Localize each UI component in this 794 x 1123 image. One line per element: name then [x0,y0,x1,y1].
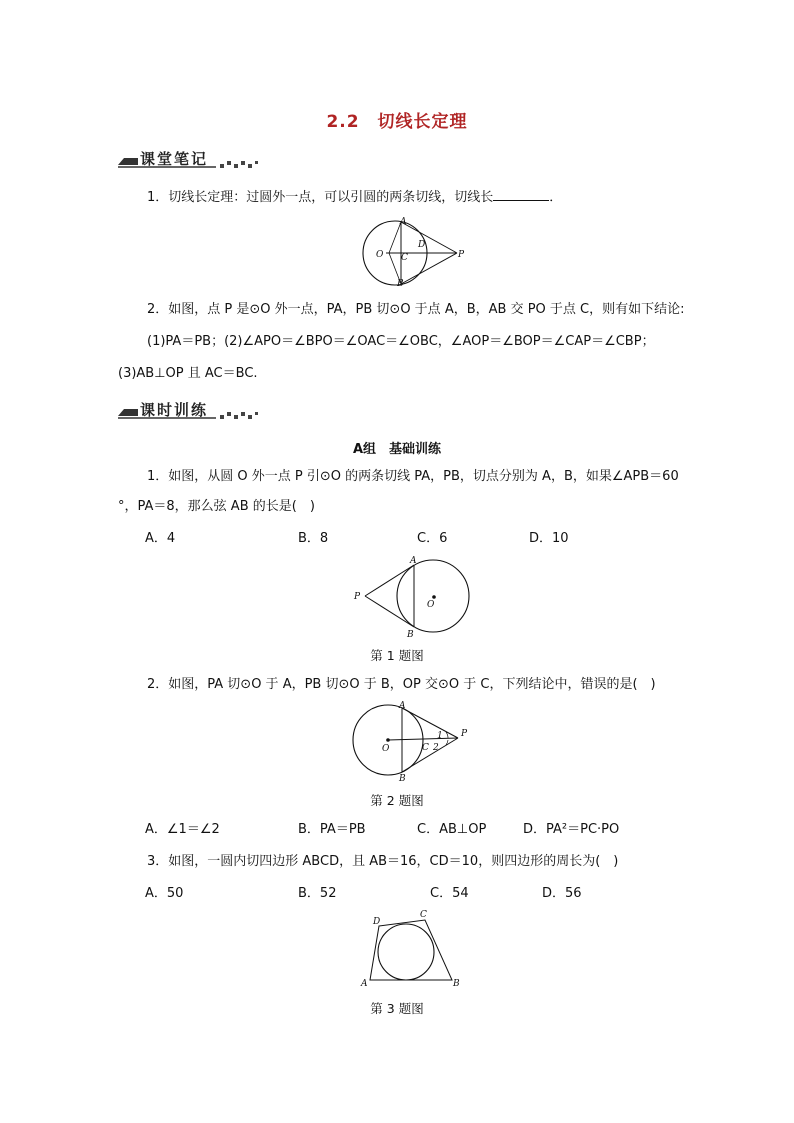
fig-label: A [410,556,417,566]
fig-label: 1 [437,731,443,741]
q1-option-a[interactable]: A．4 [145,531,176,546]
fig-label: C [422,743,429,753]
q3-figure-caption: 第 3 题图 [370,1001,424,1016]
notes-item-2-line-3: (3)AB⊥OP 且 AC＝BC. [118,366,258,381]
q1-stem-line-2: °，PA＝8，那么弦 AB 的长是( ) [118,499,315,514]
fig-label: P [354,592,361,602]
fig-label: A [399,701,406,711]
section-title-training: 课时训练 [140,401,209,419]
answer-blank [493,188,549,201]
q1-figure [350,553,475,640]
q2-option-a[interactable]: A．∠1＝∠2 [145,822,220,837]
q3-figure [355,906,465,988]
notes-item-2-line-1: 2．如图，点 P 是⊙O 外一点，PA，PB 切⊙O 于点 A，B，AB 交 PO 于点 C，则有如下结论: [147,302,685,317]
q2-figure-caption: 第 2 题图 [370,793,424,808]
q3-option-b[interactable]: B．52 [298,886,337,901]
fig-label: A [400,217,407,227]
q3-option-d[interactable]: D．56 [542,886,582,901]
fig-label: B [397,279,404,288]
q3-stem: 3．如图，一圆内切四边形 ABCD，且 AB＝16，CD＝10，则四边形的周长为( ) [147,854,619,869]
fig-label: O [427,600,435,610]
notes-item-1-text: 1．切线长定理：过圆外一点，可以引圆的两条切线，切线长 [147,190,494,205]
fig-label: 2 [433,743,439,753]
fig-label: C [420,910,427,920]
q2-option-b[interactable]: B．PA＝PB [298,822,366,837]
section-banner-training [116,398,266,422]
q2-option-d[interactable]: D．PA²＝PC·PO [523,822,620,837]
q1-option-d[interactable]: D．10 [529,531,569,546]
fig-label: C [401,253,408,263]
fig-label: D [373,917,381,927]
section-banner-notes [116,147,266,171]
q3-option-c[interactable]: C．54 [430,886,469,901]
q1-option-c[interactable]: C．6 [417,531,448,546]
fig-label: A [361,979,368,988]
q2-stem: 2．如图，PA 切⊙O 于 A，PB 切⊙O 于 B，OP 交⊙O 于 C，下列结论中，错误的是( ) [147,677,656,692]
fig-label: O [382,744,390,754]
notes-item-1 [147,188,562,206]
section-title-notes: 课堂笔记 [140,150,209,168]
fig-label: D [418,240,426,250]
fig-label: O [376,250,384,260]
fig-label: B [399,774,406,784]
q1-figure-caption: 第 1 题图 [370,648,424,663]
notes-item-2-line-2: (1)PA＝PB；(2)∠APO＝∠BPO＝∠OAC＝∠OBC，∠AOP＝∠BOP＝∠CAP＝∠CBP； [147,334,655,349]
fig-label: B [407,630,414,640]
group-a-title: A组 基础训练 [352,442,442,457]
q2-option-c[interactable]: C．AB⊥OP [417,822,487,837]
q1-stem-line-1: 1．如图，从圆 O 外一点 P 引⊙O 的两条切线 PA，PB，切点分别为 A，B，如果∠APB＝60 [147,469,679,484]
fig-label: P [461,729,468,739]
q2-figure [350,698,475,784]
q1-option-b[interactable]: B．8 [298,531,329,546]
page-title: 2.2 切线长定理 [326,112,468,132]
fig-label: P [458,250,465,260]
figure-tangent-lines [355,216,475,288]
q3-option-a[interactable]: A．50 [145,886,184,901]
notes-item-1-end: ． [549,190,563,205]
fig-label: B [453,979,460,988]
